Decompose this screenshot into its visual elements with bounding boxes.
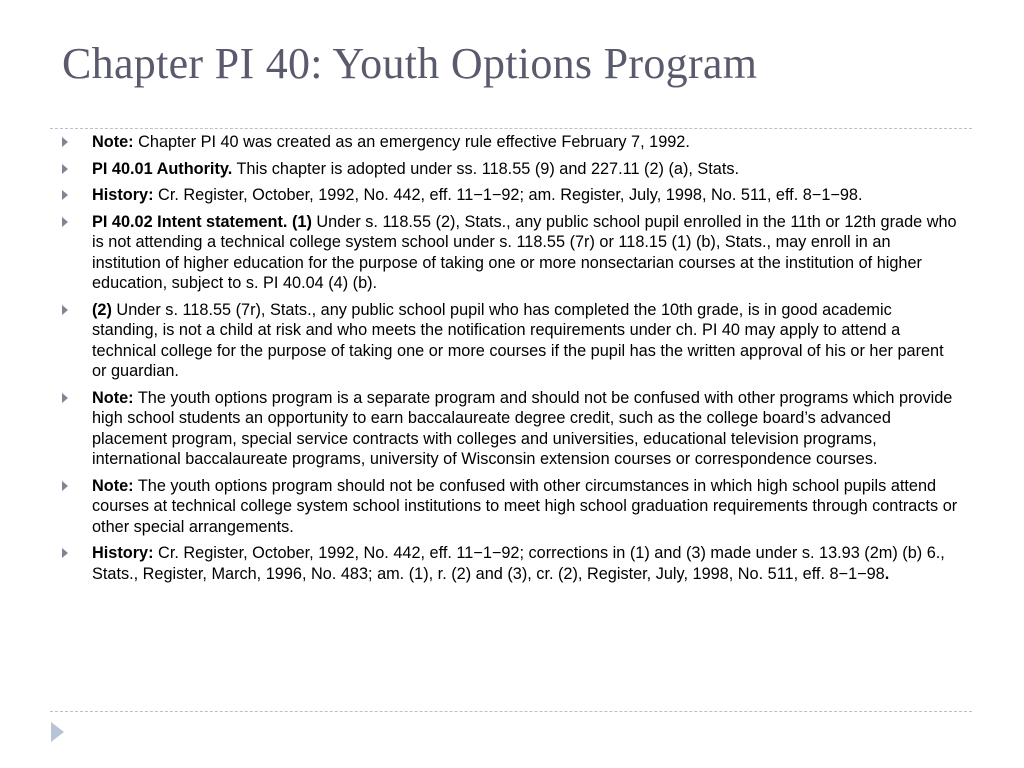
bullet-item [56,132,962,153]
bullet-text: The youth options program is a separate program and should not be confused with other programs which provide high school students an opportunity to earn baccalaureate degree credit, such as the college board’s advanced placement program, special service contracts with colleges and universities, educational television programs, international baccalaureate programs, university of Wisconsin extension courses or correspondence courses. [92,388,953,468]
bullet-lead: Note: [92,388,134,407]
next-slide-icon[interactable] [51,722,64,742]
bullet-text: Under s. 118.55 (2), Stats., any public school pupil enrolled in the 11th or 12th grade who is not attending a technical college system school under s. 118.55 (7r) or 118.15 (1) (b), Stats., may enroll in an institution of higher education for the purpose of taking one or more nonsectarian courses at the institution of higher education, subject to s. PI 40.04 (4) (b). [92,212,957,292]
slide-title: Chapter PI 40: Youth Options Program [62,39,758,88]
triangle-right-icon [62,481,68,491]
bullet-text: Under s. 118.55 (7r), Stats., any public school pupil who has completed the 10th grade, is in good academic standing, is not a child at risk and who meets the notification requirements under ch. PI 40 may apply to attend a technical college for the purpose of taking one or more courses if the pupil has the written approval of his or her parent or guardian. [92,300,944,380]
footer-divider [50,711,972,712]
bullet-lead: History: [92,186,154,204]
bullet-lead: PI 40.02 Intent statement. (1) [92,212,312,231]
triangle-right-icon [62,305,68,315]
bullet-list [56,132,962,590]
bullet-lead: (2) [92,300,112,319]
triangle-right-icon [62,217,68,227]
bullet-lead: PI 40.01 Authority. [92,159,233,178]
bullet-text: This chapter is adopted under ss. 118.55 (9) and 227.11 (2) (a), Stats. [232,159,740,178]
bullet-text: Cr. Register, October, 1992, No. 442, eff. 11−1−92; corrections in (1) and (3) made under s. 13.93 (2m) (b) 6., Stats., Register, March, 1996, No. 483; am. (1), r. (2) and (3), cr. (2), Register, July, 1998, No. 511, eff. 8−1−98 [92,544,945,583]
bullet-text: Cr. Register, October, 1992, No. 442, eff. 11−1−92; am. Register, July, 1998, No. 511, eff. 8−1−98. [153,186,863,204]
bullet-item [56,543,962,584]
bullet-lead: History: [92,544,154,562]
bullet-item [56,388,962,470]
triangle-right-icon [62,393,68,403]
triangle-right-icon [62,137,68,147]
bullet-lead: Note: [92,476,134,495]
bullet-item [56,159,962,180]
bullet-item [56,300,962,382]
bullet-item [56,476,962,538]
bullet-item [56,185,962,206]
triangle-right-icon [62,164,68,174]
triangle-right-icon [62,548,68,558]
bullet-text: The youth options program should not be confused with other circumstances in which high school pupils attend courses at technical college system school institutions to meet high school graduation requirements through contracts or other special arrangements. [92,476,958,536]
triangle-right-icon [62,190,68,200]
title-divider [50,128,972,129]
bullet-item [56,212,962,294]
bullet-tail: . [884,564,890,583]
bullet-text: Chapter PI 40 was created as an emergency rule effective February 7, 1992. [133,133,690,151]
bullet-lead: Note: [92,133,134,151]
